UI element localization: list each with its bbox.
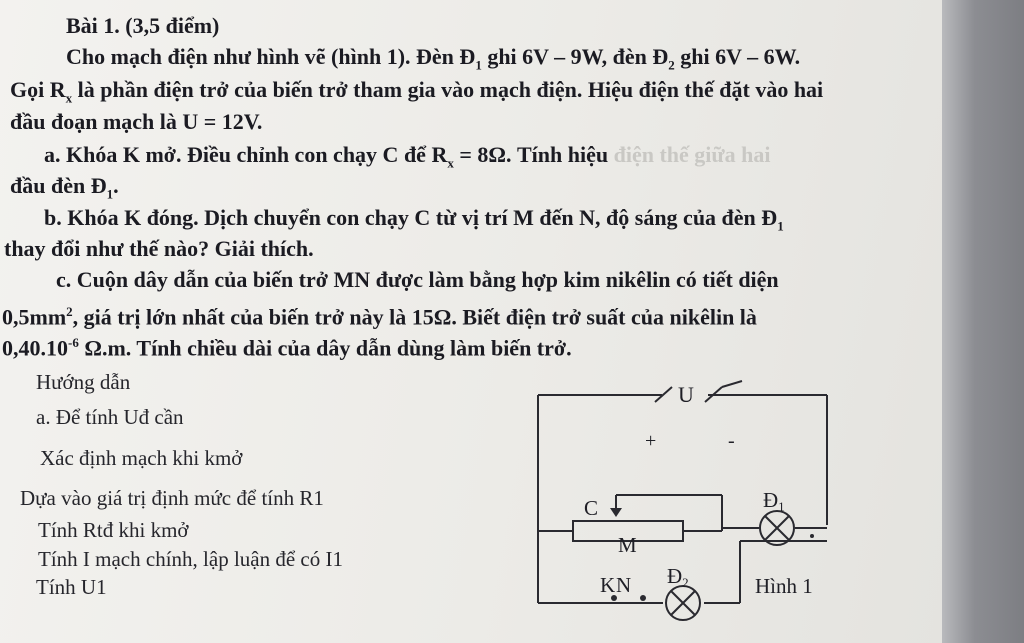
- junction-dot: [810, 534, 814, 538]
- label-N: N: [616, 573, 632, 597]
- part-b-line-2: thay đổi như thế nào? Giải thích.: [4, 236, 314, 261]
- part-a-line-2: đầu đèn $Đ_1$.: [10, 173, 119, 202]
- problem-heading: Bài 1. (3,5 điểm): [66, 13, 220, 38]
- guide-title: Hướng dẫn: [36, 370, 131, 394]
- guide-item: Tính Rtđ khi kmở: [38, 518, 189, 542]
- part-c-line-1: c. Cuộn dây dẫn của biến trở MN được làm bằng hợp kim nikêlin có tiết diện: [56, 267, 779, 292]
- figure-caption: Hình 1: [755, 574, 813, 598]
- label-D2: Đ2: [667, 564, 689, 590]
- label-M: M: [618, 533, 637, 557]
- intro-line-1: Cho mạch điện như hình vẽ (hình 1). Đèn $Đ_1$ ghi 6V – 9W, đèn $Đ_2$ ghi 6V – 6W.: [66, 44, 801, 73]
- part-c-line-3: $0,40.10^{-6}$ Ω.m. Tính chiều dài của dây dẫn dùng làm biến trở.: [2, 335, 572, 361]
- guide-item: Tính U1: [36, 575, 107, 599]
- terminal-right-tail: [722, 381, 742, 387]
- label-C: C: [584, 496, 599, 520]
- label-U: U: [678, 382, 694, 407]
- intro-line-3: đầu đoạn mạch là U = 12V.: [10, 109, 263, 134]
- label-plus: +: [645, 430, 657, 452]
- part-c-line-2: $0,5mm^2$, giá trị lớn nhất của biến trở này là 15Ω. Biết điện trở suất của nikêlin là: [2, 304, 757, 330]
- guide-item: Dựa vào giá trị định mức để tính R1: [20, 486, 324, 510]
- label-D1: Đ1: [763, 488, 785, 514]
- guide-item: a. Để tính Uđ cần: [36, 405, 184, 429]
- part-b-line-1: b. Khóa K đóng. Dịch chuyển con chạy C từ vị trí M đến N, độ sáng của đèn $Đ_1$: [44, 205, 784, 234]
- intro-line-2: Gọi $R_x$ là phần điện trở của biến trở tham gia vào mạch điện. Hiệu điện thế đặt vào hai: [10, 77, 824, 106]
- slider-C-arrowhead: [610, 508, 622, 517]
- label-K: K: [600, 573, 616, 597]
- part-a-line-1: a. Khóa K mở. Điều chỉnh con chạy C để $R_x = 8\Omega$. Tính hiệu điện thế giữa hai: [44, 142, 771, 171]
- label-minus: -: [728, 430, 735, 452]
- switch-K-contact-right: [640, 595, 646, 601]
- guide-item: Tính I mạch chính, lập luận để có I1: [38, 547, 343, 571]
- guide-item: Xác định mạch khi kmở: [40, 446, 243, 470]
